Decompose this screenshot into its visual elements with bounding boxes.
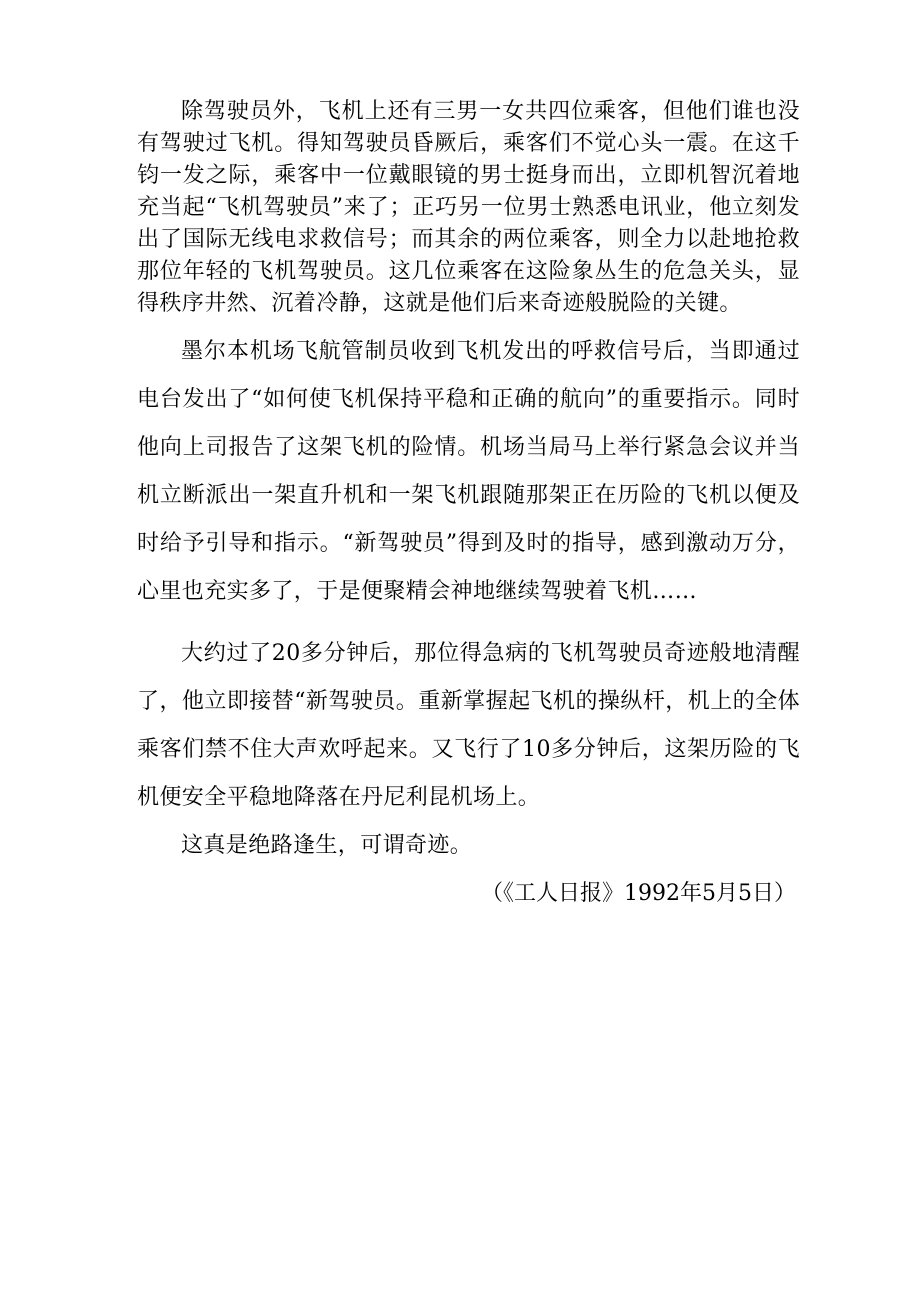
source-citation: （《工人日报》1992年5月5日） [481, 881, 796, 906]
paragraph-conclusion: 这真是绝路逢生，可谓奇迹。 [181, 833, 473, 858]
paragraph-pilot-recovers: 大约过了20多分钟后，那位得急病的飞机驾驶员奇迹般地清醒了，他立即接替“新驾驶员。重新掌握起飞机的操纵杆，机上的全体乘客们禁不住大声欢呼起来。又飞行了10多分钟后，这架历险的飞机便安全平稳地降落在丹尼利昆机场上。 [137, 641, 800, 810]
paragraph-passengers: 除驾驶员外，飞机上还有三男一女共四位乘客，但他们谁也没有驾驶过飞机。得知驾驶员昏厥后，乘客们不觉心头一震。在这千钧一发之际，乘客中一位戴眼镜的男士挺身而出，立即机智沉着地充当起“飞机驾驶员”来了；正巧另一位男士熟悉电讯业，他立刻发出了国际无线电求救信号；而其余的两位乘客，则全力以赴地抢救那位年轻的飞机驾驶员。这几位乘客在这险象丛生的危急关头，显得秩序井然、沉着冷静，这就是他们后来奇迹般脱险的关键。 [137, 99, 800, 316]
paragraph-control-tower: 墨尔本机场飞航管制员收到飞机发出的呼救信号后，当即通过电台发出了“如何使飞机保持平稳和正确的航向”的重要指示。同时他向上司报告了这架飞机的险情。机场当局马上举行紧急会议并当机立断派出一架直升机和一架飞机跟随那架正在历险的飞机以便及时给予引导和指示。“新驾驶员”得到及时的指导，感到激动万分，心里也充实多了，于是便聚精会神地继续驾驶着飞机…… [137, 339, 800, 604]
